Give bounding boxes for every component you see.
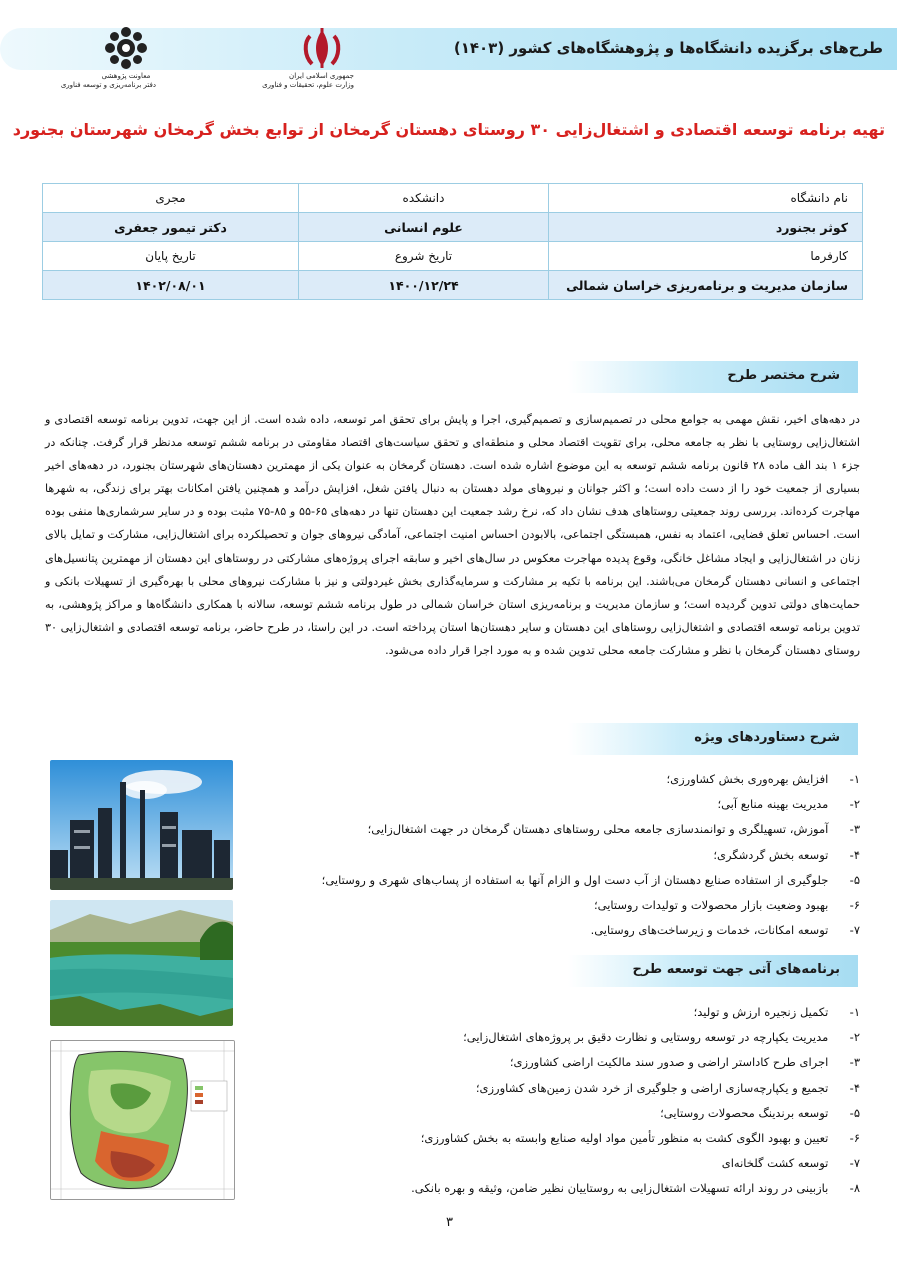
list-item: ۷- توسعه امکانات، خدمات و زیرساخت‌های روستایی. [590, 923, 860, 938]
list-item: ۲- مدیریت بهینه منابع آبی؛ [717, 797, 860, 812]
list-item: ۴- توسعه بخش گردشگری؛ [713, 847, 860, 862]
lake-landscape-photo [50, 900, 233, 1026]
iran-emblem-caption: جمهوری اسلامی ایران وزارت علوم، تحقیقات و فناوری [262, 72, 354, 89]
list-item: ۲- مدیریت یکپارچه در توسعه روستایی و نظارت دقیق بر پروژه‌های اشتغال‌زایی؛ [463, 1030, 860, 1045]
faculty-value: علوم انسانی [299, 213, 549, 242]
summary-heading: شرح مختصر طرح [727, 368, 840, 383]
list-item: ۶- بهبود وضعیت بازار محصولات و تولیدات روستایی؛ [593, 897, 860, 912]
end-date-label: تاریخ پایان [43, 242, 299, 271]
info-labels-row [43, 184, 863, 213]
summary-text: در دهه‌های اخیر، نقش مهمی به جوامع محلی در تصمیم‌سازی و تصمیم‌گیری، اجرا و پایش برای تحقق امر توسعه، داده شده است. از این جهت، تدوین برنامه توسعه اقتصادی و اشتغال‌زایی روستایی با نظر به جامعه محلی، برای تقویت اقتصاد محلی و منطقه‌ای و تحقق سیاست‌های اقتصاد مقاومتی در برنامه ششم توسعه مدنظر قرار گرفت. چنانکه در جزء ۱ بند الف ماده ۲۸ قانون برنامه ششم توسعه به این موضوع اشاره شده است. دهستان گرمخان به عنوان یکی از مهمترین دهستان‌های شهرستان بجنورد، در دهه‌های اخیر بسیاری از جمعیت خود را از دست داده است؛ و اکثر جوانان و نیروهای مولد دهستان به دنبال یافتن شغل، افزایش درآمد و همچنین یافتن امکانات بهتر برای زندگی، به شهرها مهاجرت کرده‌اند. بررسی روند جمعیتی روستاهای هدف نشان داد که، نرخ رشد جمعیت این دهستان تنها در دهه‌های ۶۵-۵۵ و ۸۵-۷۵ مثبت بوده و در سایر سرشماری‌ها منفی بوده است. احساس تعلق فضایی، اعتماد به نفس، همبستگی اجتماعی، بالابودن احساس امنیت اجتماعی، آمادگی نیروهای جوان و تحصیلکرده برای اشتغال‌زایی، مشارکت و تمایل بالای زنان در اشتغال‌زایی و ایجاد مشاغل خانگی، وقوع پدیده مهاجرت معکوس در سال‌های اخیر و سابقه اجرای پروژه‌های مشارکتی در روستاهای این دهستان از مهمترین پتانسیل‌های اجتماعی و انسانی دهستان گرمخان می‌باشند. این برنامه با تکیه بر مشارکت و سرمایه‌گذاری بخش غیردولتی و نیز با مشارکت نیروهای محلی با بهره‌گیری از تسهیلات بانکی و حمایت‌های دولتی تدوین گردیده است؛ و سازمان مدیریت و برنامه‌ریزی استان خراسان شمالی در طول برنامه ششم توسعه، سالانه با همکاری دانشگاه‌ها و مراکز پژوهشی، به تدوین برنامه توسعه اقتصادی و اشتغال‌زایی روستاهای این دهستان و سایر دهستان‌ها استان پرداخته است. در این راستا، در طرح حاضر، برنامه توسعه اقتصادی و اشتغال‌زایی ۳۰ روستای دهستان گرمخان با نظر و مشارکت جامعه محلی تدوین شده و به مورد اجرا قرار داده می‌شود. [45, 413, 860, 657]
project-info-table [42, 183, 863, 300]
header-title: طرح‌های برگزیده دانشگاه‌ها و پژوهشگاه‌های کشور (۱۴۰۳) [453, 39, 883, 57]
list-item: ۶- تعیین و بهبود الگوی کشت به منظور تأمین مواد اولیه صنایع وابسته به بخش کشاورزی؛ [420, 1130, 860, 1145]
achievements-list [322, 767, 860, 943]
list-item: ۱- افزایش بهره‌وری بخش کشاورزی؛ [666, 772, 860, 786]
list-item: ۸- بازبینی در روند ارائه تسهیلات اشتغال‌زایی به روستاییان نظیر ضامن، وثیقه و بهره بانکی. [411, 1181, 860, 1196]
region-map-image [50, 1040, 235, 1200]
university-value: کوثر بجنورد [549, 213, 863, 242]
future-heading: برنامه‌های آتی جهت توسعه طرح [632, 962, 840, 977]
end-date-value: ۱۴۰۲/۰۸/۰۱ [43, 271, 299, 300]
list-item: ۵- جلوگیری از استفاده صنایع دهستان از آب دست اول و الزام آنها به استفاده از پساب‌های شهری و روستایی؛ [321, 872, 860, 887]
executor-value: دکتر تیمور جعفری [43, 213, 299, 242]
page-number: ۳ [446, 1215, 453, 1230]
iran-emblem-logo [296, 26, 348, 70]
info-values-row [43, 213, 863, 242]
main-title: تهیه برنامه توسعه اقتصادی و اشتغال‌زایی ۳۰ روستای دهستان گرمخان از توابع بخش گرمخان شهرستان بجنورد [12, 120, 885, 139]
industrial-plant-photo [50, 760, 233, 890]
list-item: ۳- آموزش، تسهیلگری و توانمندسازی جامعه محلی روستاهای دهستان گرمخان در جهت اشتغال‌زایی؛ [367, 822, 860, 837]
employer-label: کارفرما [549, 242, 863, 271]
ornament-logo-caption: معاونت پژوهشی دفتر برنامه‌ریزی و توسعه فناوری [60, 72, 156, 89]
list-item: ۳- اجرای طرح کاداستر اراضی و صدور سند مالکیت اراضی کشاورزی؛ [509, 1055, 860, 1070]
university-label: نام دانشگاه [549, 184, 863, 213]
list-item: ۱- تکمیل زنجیره ارزش و تولید؛ [693, 1005, 860, 1019]
executor-label: مجری [43, 184, 299, 213]
start-date-value: ۱۴۰۰/۱۲/۲۴ [299, 271, 549, 300]
ornament-logo [104, 26, 148, 70]
list-item: ۵- توسعه برندینگ محصولات روستایی؛ [660, 1105, 860, 1120]
achievements-heading: شرح دستاوردهای ویژه [694, 730, 840, 745]
future-plans-list [411, 1000, 860, 1202]
start-date-label: تاریخ شروع [299, 242, 549, 271]
faculty-label: دانشکده [299, 184, 549, 213]
list-item: ۴- تجمیع و یکپارچه‌سازی اراضی و جلوگیری از خرد شدن زمین‌های کشاورزی؛ [475, 1080, 860, 1095]
employer-value: سازمان مدیریت و برنامه‌ریزی خراسان شمالی [549, 271, 863, 300]
info-labels-row-2 [43, 242, 863, 271]
info-values-row-2 [43, 271, 863, 300]
list-item: ۷- توسعه کشت گلخانه‌ای [721, 1156, 860, 1171]
